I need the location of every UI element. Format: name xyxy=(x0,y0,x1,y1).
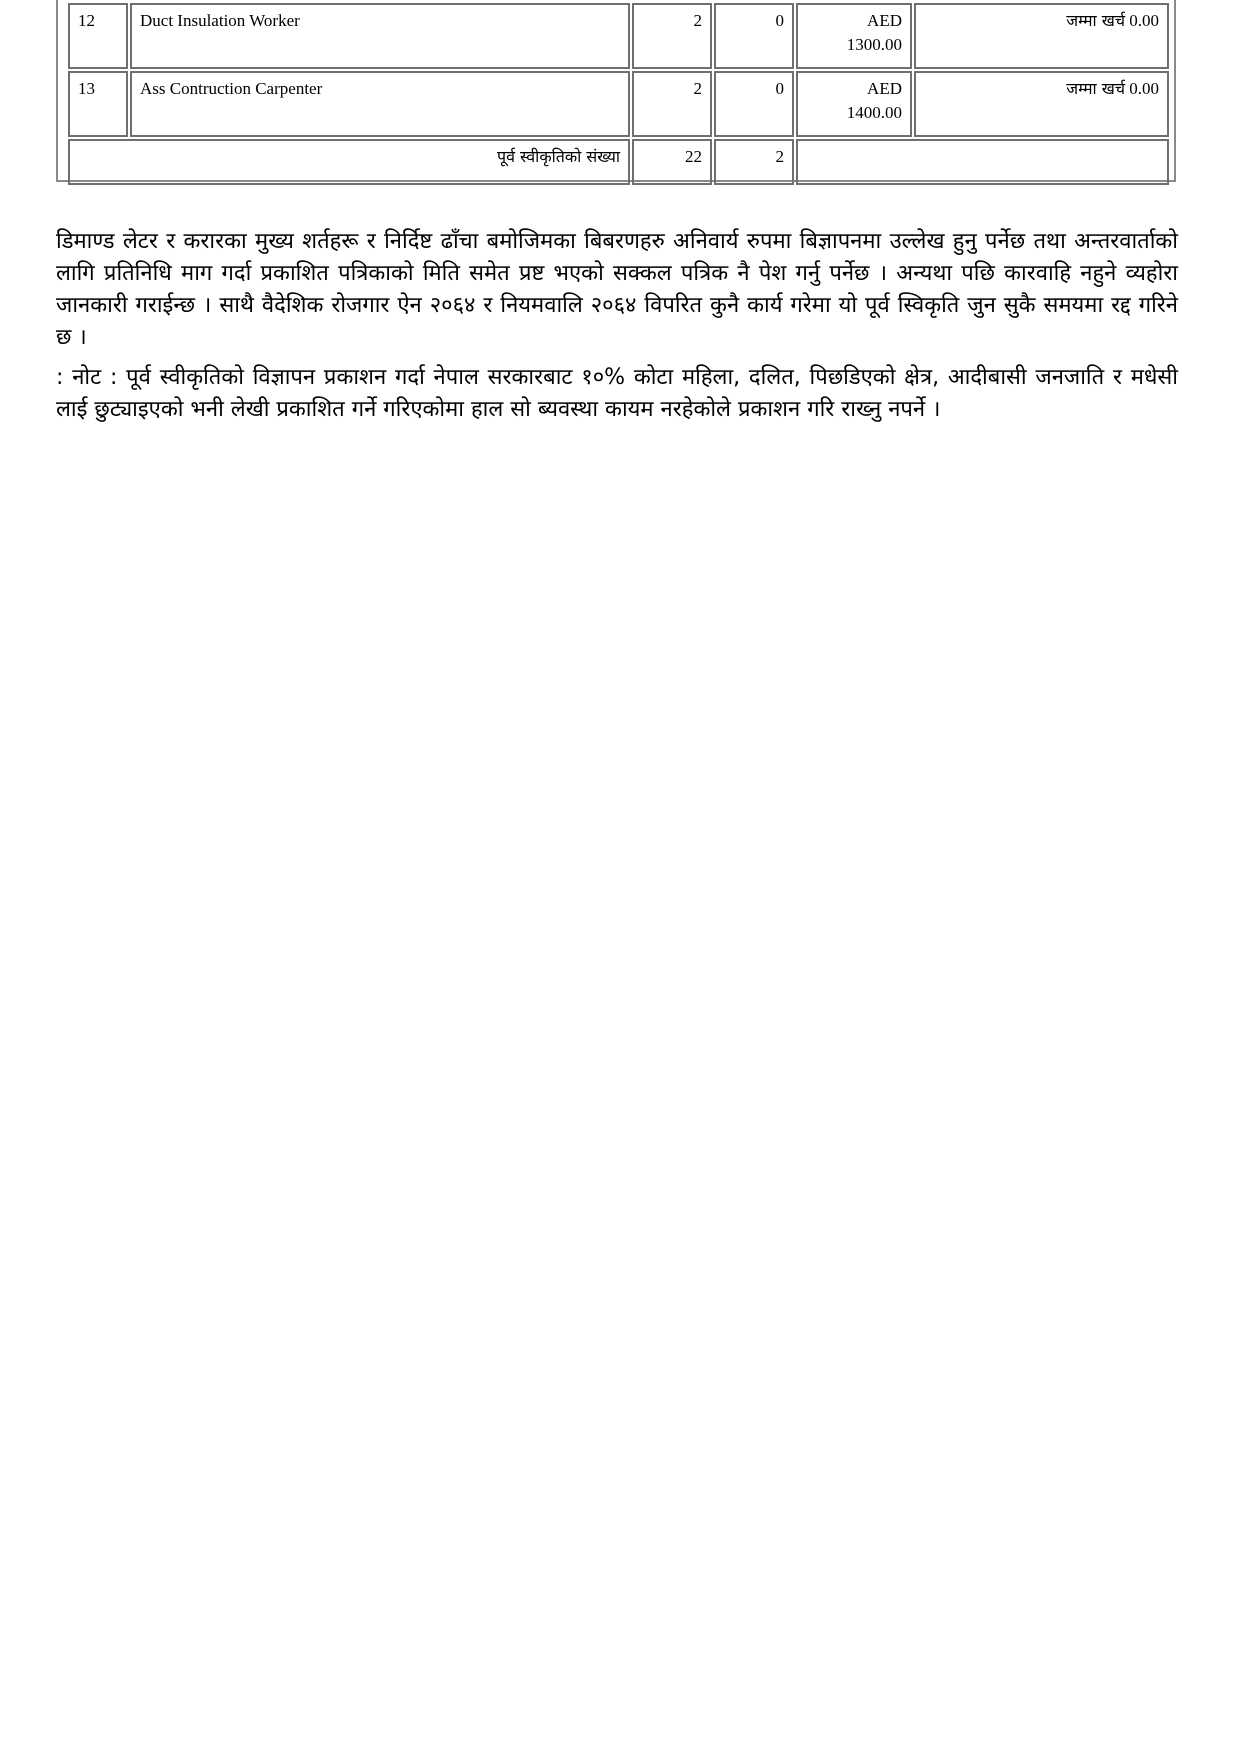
expense-cell xyxy=(914,71,1169,137)
female-count-cell: 0 xyxy=(714,71,794,137)
table-row xyxy=(68,71,1169,137)
demand-table xyxy=(66,1,1171,187)
note-paragraph: : नोट : पूर्व स्वीकृतिको विज्ञापन प्रकाशन गर्दा नेपाल सरकारबाट १०% कोटा महिला, दलित, पिछडिएको क्षेत्र, आदीबासी जनजाति र मधेसी लाई छुट्याइएको भनी लेखी प्रकाशित गर्ने गरिएकोमा हाल सो ब्यवस्था कायम नरहेकोले प्रकाशन गरि राख्नु नपर्ने । xyxy=(56,365,1178,422)
job-title-cell: Duct Insulation Worker xyxy=(130,3,630,69)
salary-cell xyxy=(796,3,912,69)
salary-currency: AED xyxy=(867,79,902,98)
total-label-cell xyxy=(68,139,630,185)
total-label: पूर्व स्वीकृतिको संख्या xyxy=(496,147,620,166)
serial-number-cell: 13 xyxy=(68,71,128,137)
salary-currency: AED xyxy=(867,11,902,30)
total-row xyxy=(68,139,1169,185)
total-empty-cell xyxy=(796,139,1169,185)
total-female-cell: 2 xyxy=(714,139,794,185)
notice-paragraph: डिमाण्ड लेटर र करारका मुख्य शर्तहरू र निर्दिष्ट ढाँचा बमोजिमका बिबरणहरु अनिवार्य रुपमा बिज्ञापनमा उल्लेख हुनु पर्नेछ तथा अन्तरवार्ताको लागि प्रतिनिधि माग गर्दा प्रकाशित पत्रिकाको मिति समेत प्रष्ट भएको सक्कल पत्रिक नै पेश गर्नु पर्नेछ । अन्यथा पछि कारवाहि नहुने व्यहोरा जानकारी गराईन्छ । साथै वैदेशिक रोजगार ऐन २०६४ र नियमवालि २०६४ विपरित कुनै कार्य गरेमा यो पूर्व स्विकृति जुन सुकै समयमा रद्द गरिने छ । xyxy=(56,229,1178,350)
salary-cell xyxy=(796,71,912,137)
total-male-cell: 22 xyxy=(632,139,712,185)
job-title-cell: Ass Contruction Carpenter xyxy=(130,71,630,137)
demand-table-frame xyxy=(56,0,1176,182)
expense-label: जम्मा खर्च xyxy=(1066,79,1125,98)
expense-cell xyxy=(914,3,1169,69)
expense-label: जम्मा खर्च xyxy=(1066,11,1125,30)
salary-amount: 1400.00 xyxy=(846,103,902,122)
expense-value: 0.00 xyxy=(1129,79,1159,98)
table-row xyxy=(68,3,1169,69)
female-count-cell: 0 xyxy=(714,3,794,69)
male-count-cell: 2 xyxy=(632,71,712,137)
male-count-cell: 2 xyxy=(632,3,712,69)
salary-amount: 1300.00 xyxy=(846,35,902,54)
expense-value: 0.00 xyxy=(1129,11,1159,30)
serial-number-cell: 12 xyxy=(68,3,128,69)
